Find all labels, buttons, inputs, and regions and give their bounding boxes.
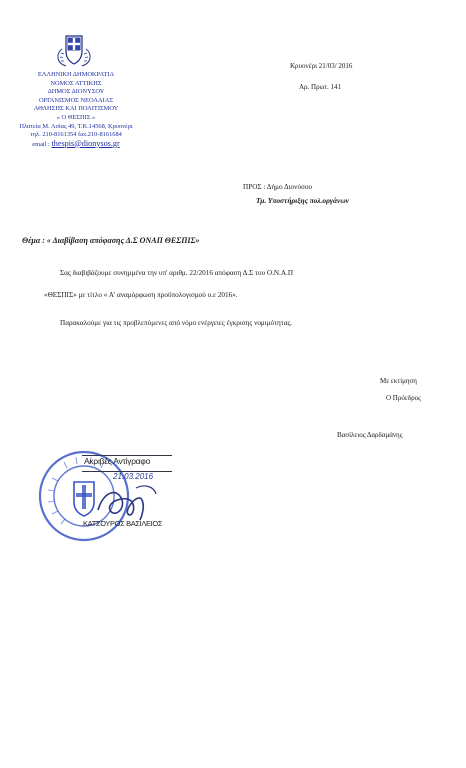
letterhead-line: « Ο ΘΕΣΠΙΣ » xyxy=(56,113,96,121)
body-paragraph-2: Παρακαλούμε για τις προβλεπόμενες από νόμο ενέργειες έγκρισης νομιμότητας. xyxy=(60,319,293,327)
email-label: email : xyxy=(32,140,50,148)
signer-name: Βασίλειος Δαρδαμάνης xyxy=(337,431,403,439)
recipient-label: ΠΡΟΣ : Δήμο Διονύσου xyxy=(243,183,312,191)
body-paragraph-1: Σας διαβιβάζουμε συνημμένα την υπ' αριθμ. 22/2016 απόφαση Δ.Σ του Ο.Ν.Α.Π xyxy=(60,269,294,277)
letterhead-phone: τηλ. 210-8161354 fax.210-8161684 xyxy=(30,131,122,139)
letterhead xyxy=(10,71,142,149)
closing-role: Ο Πρόεδρος xyxy=(386,394,421,402)
letterhead-line: ΕΛΛΗΝΙΚΗ ΔΗΜΟΚΡΑΤΙΑ xyxy=(37,71,115,78)
subject-line: Θέμα : « Διαβίβαση απόφασης Δ.Σ ΟΝΑΠ ΘΕΣΠΙΣ» xyxy=(22,236,200,245)
letterhead-email-row xyxy=(10,140,142,150)
stamp-signer-name: ΚΑΤΣΟΥΡΟΣ ΒΑΣΙΛΕΙΟΣ xyxy=(83,519,163,528)
body-paragraph-1-cont: «ΘΕΣΠΙΣ» με τίτλο « Α' αναμόρφωση προϋπολογισμού ο.ε 2016». xyxy=(44,291,238,299)
document-date: Κρυονέρι 21/03/ 2016 xyxy=(290,62,353,70)
letterhead-line: ΟΡΓΑΝΙΣΜΟΣ ΝΕΟΛΑΙΑΣ xyxy=(38,96,114,104)
email-link[interactable]: thespis@dionysos.gr xyxy=(51,138,120,148)
certified-copy-stamp: Ακριβές Αντίγραφο xyxy=(84,456,151,466)
letterhead-line: ΝΟΜΟΣ ΑΤΤΙΚΗΣ xyxy=(50,79,102,87)
closing-regards: Με εκτίμηση xyxy=(380,377,417,385)
letterhead-line: ΔΗΜΟΣ ΔΙΟΝΥΣΟΥ xyxy=(47,88,105,96)
greek-coat-of-arms-icon xyxy=(54,33,94,69)
recipient-department: Τμ. Υποστήριξης πολ.οργάνων xyxy=(256,196,349,205)
letterhead-address: Πλατεία Μ. Ασίας 49, Τ.Κ.14568, Κρυονέρι xyxy=(19,122,133,130)
letterhead-line: ΑΘΛΗΣΗΣ ΚΑΙ ΠΟΛΙΤΙΣΜΟΥ xyxy=(33,105,119,113)
stamp-date: 21.03.2016 xyxy=(113,472,154,481)
protocol-number: Αρ. Πρωτ. 141 xyxy=(299,83,342,91)
signature-scribble-icon xyxy=(92,480,162,524)
